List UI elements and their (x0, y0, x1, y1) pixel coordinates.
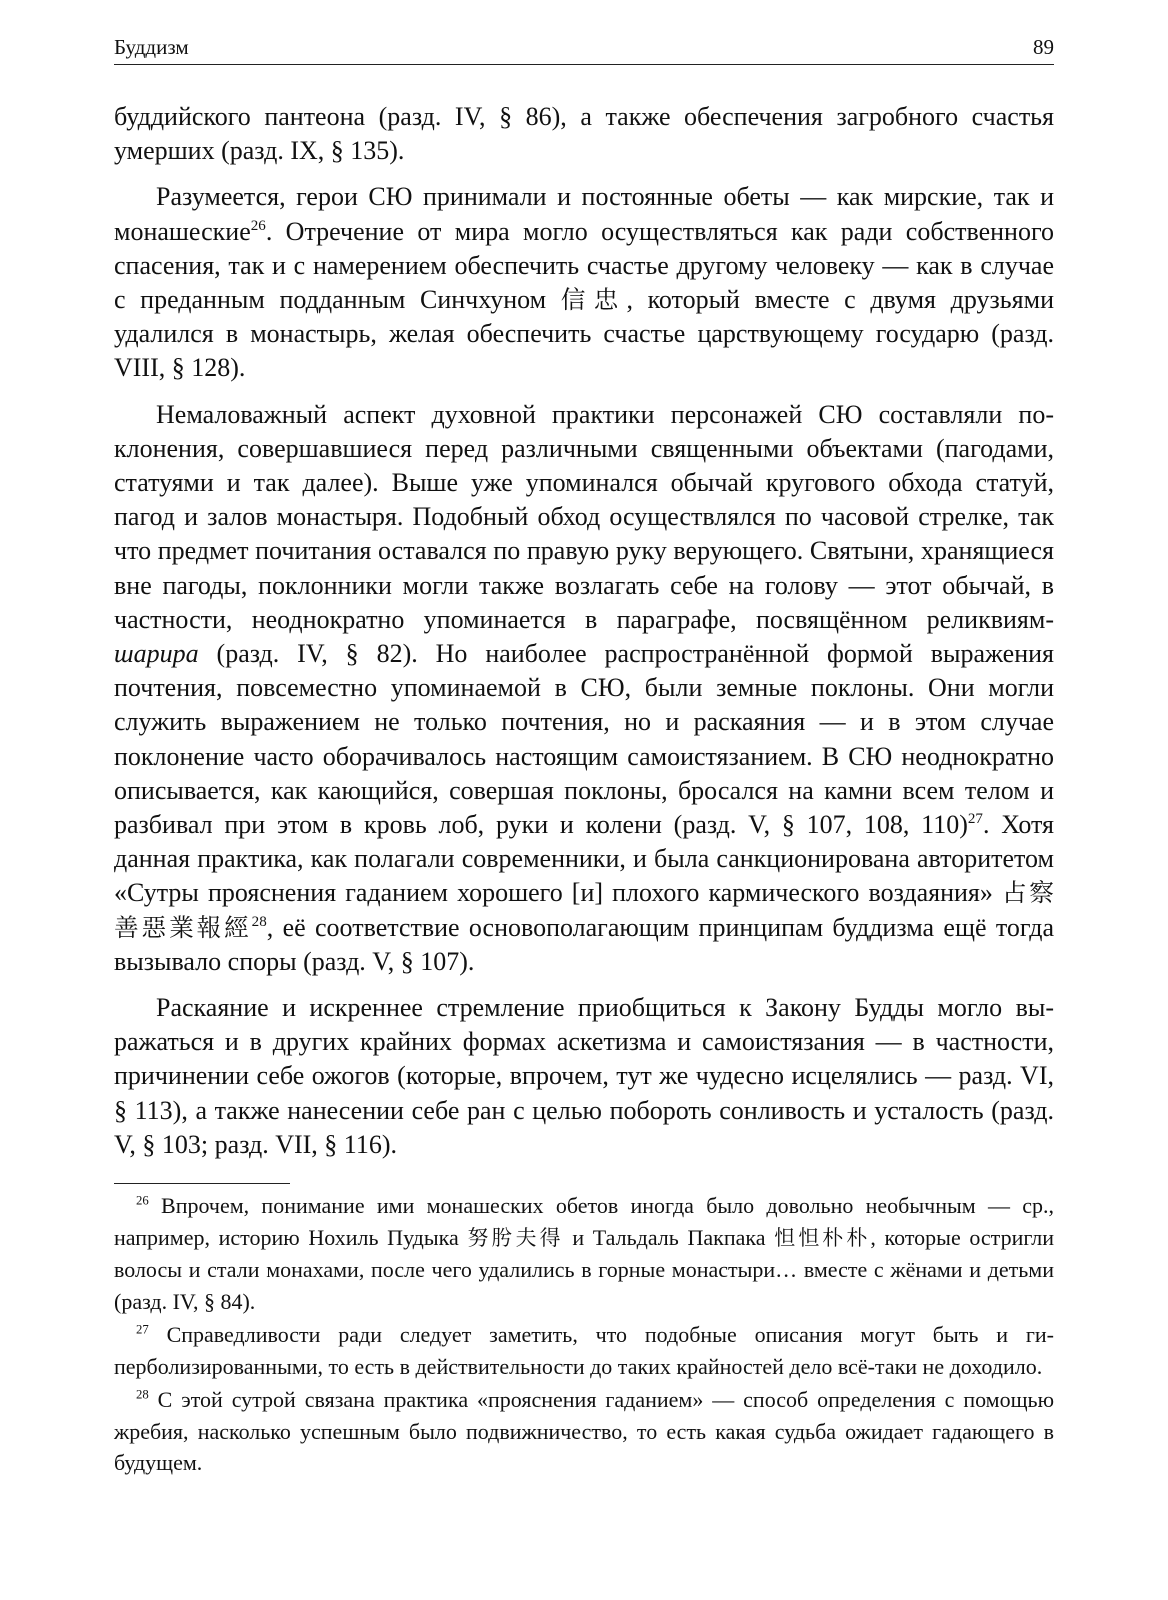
fn26-cjk-name-2: 怛怛朴朴 (774, 1225, 871, 1250)
paragraph-2 (114, 180, 1054, 385)
p3-text-a: Немаловажный аспект духовной практики персонажей СЮ составляли поклонения, совершавшиеся перед различными священными объектами (пагодами, статуями и так далее). Выше уже упоминался обычай кругового обхода статуй, пагод и залов монастыря. Подобный обход осуществлялся по часовой стрелке, так что предмет почитания оставался по правую руку верующего. Святыни, хранящиеся вне пагоды, поклонники могли также возлагать себе на голову — этот обычай, в частности, неоднократно упоминается в параграфе, посвящённом реликвиям- (114, 399, 1054, 634)
paragraph-1: буддийского пантеона (разд. IV, § 86), а также обеспечения загробного счастья умерших (разд. IX, § 135). (114, 102, 1054, 166)
p2-text-b: . Отречение от мира могло осуществляться как ради собственного спасения, так и с намерением обеспечить счастье другому человеку — как в случае с преданным подданным Синчхуном (114, 216, 1054, 315)
fn28-text: С этой сутрой связана практика «прояснения гаданием» — способ определения с помощью жребия, насколько успешным было подвижничество, то есть какая судьба ожидает гадающего в будущем. (114, 1387, 1054, 1475)
footnote-number-28: 28 (136, 1387, 149, 1402)
footnote-number-26: 26 (136, 1193, 149, 1208)
footnote-27 (114, 1319, 1054, 1382)
footnote-separator (114, 1183, 290, 1184)
running-header (114, 30, 1054, 65)
fn26-text-c: , которые остригли волосы и стали монахами, после чего удалились в горные монастыри… вместе с жёнами и детьми (разд. IV, § 84). (114, 1224, 1055, 1314)
fn26-text-b: и Тальдаль Пакпака (563, 1224, 775, 1250)
p2-text-a: Разумеется, герои СЮ принимали и постоянные обеты — как мирские, так и монашеские (114, 182, 1054, 246)
p3-text-c: . Хотя данная практика, как полагали современники, и была санкционирована авторитетом «Сутры прояснения гаданием хорошего [и] плохого кармического воздаяния» (114, 810, 1054, 908)
running-title: Буддизм (114, 35, 189, 59)
p3-italic-term: шарира (114, 639, 199, 669)
paragraph-4: Раскаяние и искреннее стремление приобщиться к Закону Будды могло выражаться и в других крайних формах аскетизма и самоистязания — в частности, причинении себе ожогов (которые, впрочем, тут же чудесно исцелялись — разд. VI, § 113), а также нанесении себе ран с целью побороть сонливость и усталость (разд. V, § 103; разд. VII, § 116). (114, 993, 1054, 1159)
fn26-text-a: Впрочем, понимание ими монашеских обетов иногда было довольно необычным — ср., например, историю Нохиль Пудыка (114, 1193, 1054, 1250)
p2-text-c: , который вместе с двумя друзьями удалился в монастырь, желая обеспечить счастье царствующему государю (разд. VIII, § 128). (114, 285, 1054, 383)
footnote-ref-27[interactable]: 27 (967, 811, 983, 828)
p3-text-d: , её соответствие основополагающим принципам буддизма ещё тогда вызывало споры (разд. V, § 107). (114, 912, 1054, 976)
p3-cjk-sutra-title: 占察善惡業報經 (114, 878, 1054, 942)
page-number: 89 (1033, 35, 1054, 59)
paragraph-3 (114, 398, 1054, 979)
p3-text-b: (разд. IV, § 82). Но наиболее распространённой формой выражения почтения, повсеместно упоминаемой в СЮ, были земные поклоны. Они могли служить выражением не только почтения, но и раскаяния — и в этом случае поклонение часто оборачивалось настоящим самоистязанием. В СЮ неоднократно описывается, как кающийся, совершая поклоны, бросался на камни всем телом и разбивал при этом в кровь лоб, руки и колени (разд. V, § 107, 108, 110) (114, 639, 1054, 840)
main-text (114, 100, 1054, 1174)
footnote-28 (114, 1384, 1054, 1479)
footnote-number-27: 27 (136, 1322, 149, 1337)
footnote-ref-28[interactable]: 28 (251, 913, 267, 930)
p2-cjk-name: 信忠 (560, 285, 627, 315)
fn27-text: Справедливости ради следует заметить, что подобные описания могут быть и гиперболизированными, то есть в действительности до таких крайностей дело всё-таки не доходило. (114, 1322, 1054, 1379)
fn26-cjk-name-1: 努肹夫得 (467, 1225, 564, 1250)
footnote-ref-26[interactable]: 26 (250, 217, 266, 234)
footnotes (114, 1190, 1054, 1481)
footnote-26 (114, 1190, 1054, 1317)
